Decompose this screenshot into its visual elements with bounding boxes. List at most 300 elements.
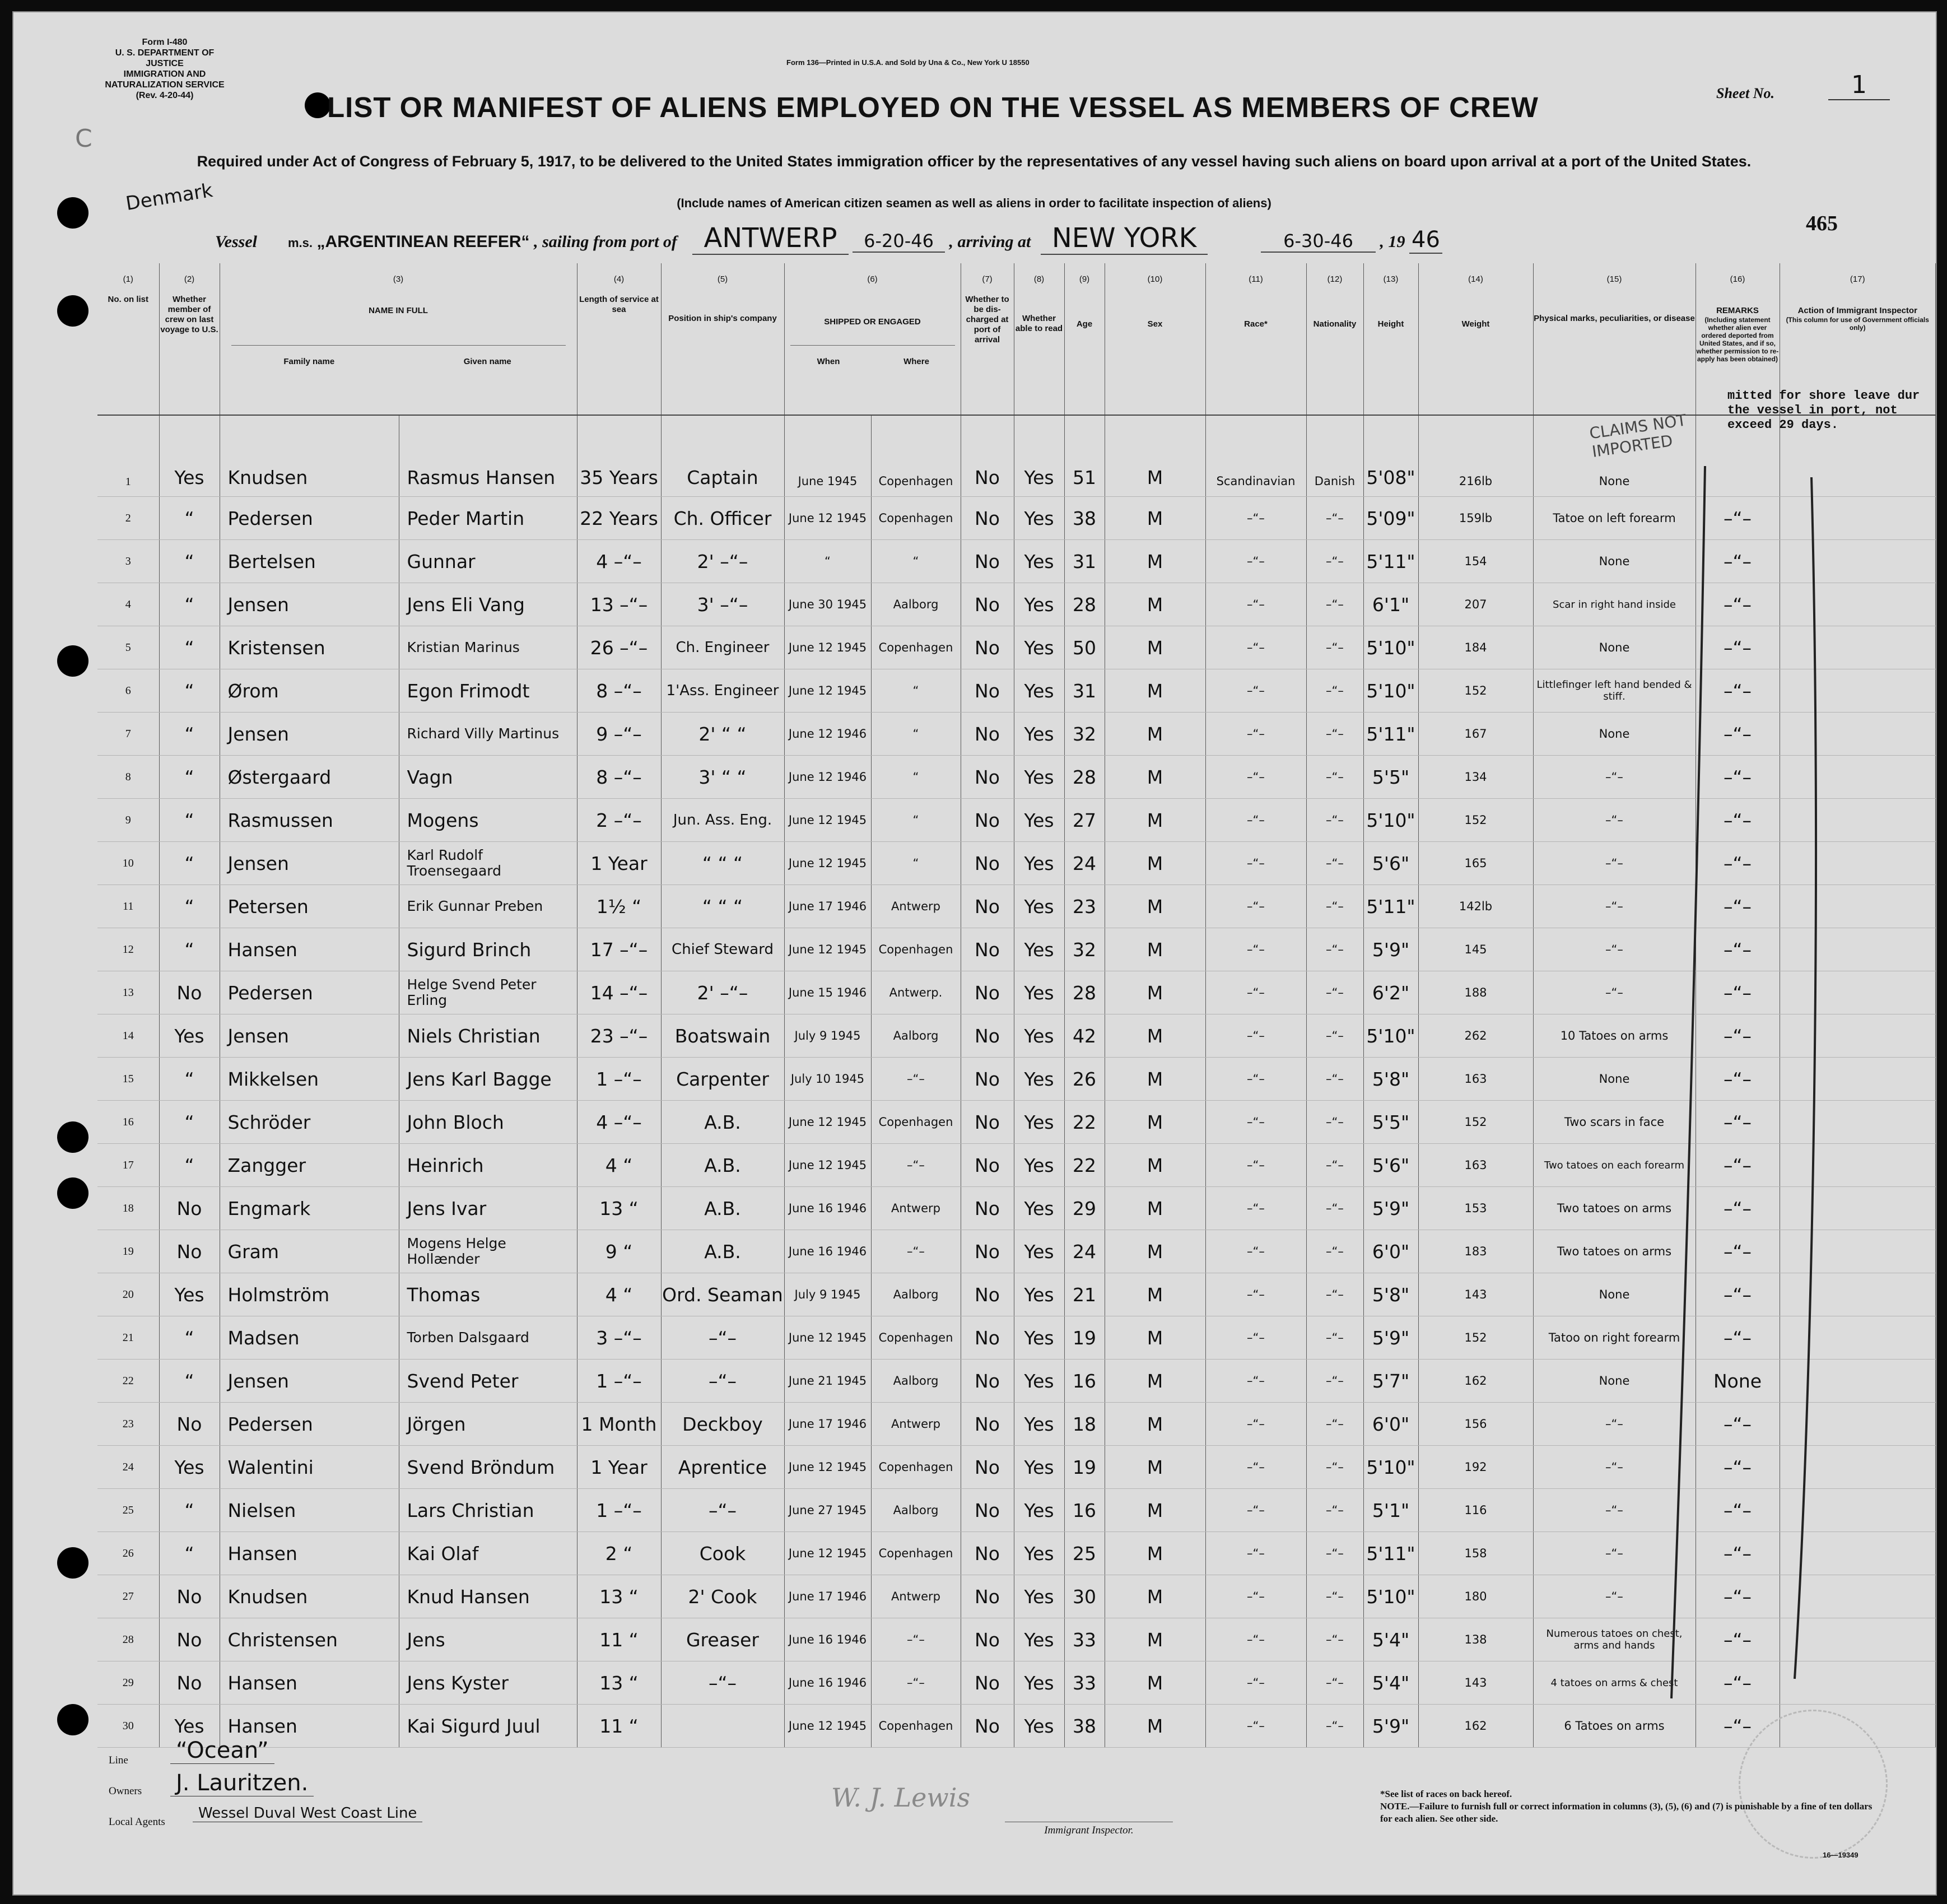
row-number: 2 xyxy=(97,497,159,540)
colnum: (4) xyxy=(577,263,661,291)
department: U. S. DEPARTMENT OF JUSTICE xyxy=(115,48,215,68)
colnum: (16) xyxy=(1696,263,1780,291)
header-read: Whether able to read xyxy=(1014,291,1064,415)
row-number: 11 xyxy=(97,885,159,928)
engaged-when: June 27 1945 xyxy=(784,1489,871,1532)
family-name: Walentini xyxy=(220,1446,399,1489)
weight: 207 xyxy=(1418,583,1533,626)
race: –“– xyxy=(1205,1230,1306,1273)
race: –“– xyxy=(1205,1316,1306,1360)
engaged-where: –“– xyxy=(871,1058,961,1101)
race: –“– xyxy=(1205,1101,1306,1144)
able-to-read: Yes xyxy=(1014,1273,1064,1316)
age: 38 xyxy=(1064,1705,1105,1748)
row-number: 25 xyxy=(97,1489,159,1532)
ship-position: Boatswain xyxy=(661,1014,784,1058)
length-of-service: 9 –“– xyxy=(577,713,661,756)
given-name: Thomas xyxy=(399,1273,577,1316)
able-to-read: Yes xyxy=(1014,1014,1064,1058)
family-name: Knudsen xyxy=(220,415,399,497)
header-action-title: Action of Immigrant Inspector xyxy=(1797,306,1917,315)
remarks: –“– xyxy=(1696,1403,1780,1446)
header-where: Where xyxy=(903,357,929,366)
age: 31 xyxy=(1064,540,1105,583)
ship-position: –“– xyxy=(661,1661,784,1705)
row-number: 28 xyxy=(97,1618,159,1661)
nationality: –“– xyxy=(1306,1661,1363,1705)
race: –“– xyxy=(1205,713,1306,756)
race: –“– xyxy=(1205,971,1306,1014)
engaged-when: June 17 1946 xyxy=(784,1403,871,1446)
header-height: Height xyxy=(1363,291,1418,415)
ship-position: Ch. Engineer xyxy=(661,626,784,669)
length-of-service: 1 Year xyxy=(577,842,661,885)
colnum: (11) xyxy=(1205,263,1306,291)
given-name: Vagn xyxy=(399,756,577,799)
height: 5'5" xyxy=(1363,756,1418,799)
engaged-where: Copenhagen xyxy=(871,626,961,669)
given-name: Erik Gunnar Preben xyxy=(399,885,577,928)
port-from: ANTWERP xyxy=(692,222,848,255)
race: –“– xyxy=(1205,799,1306,842)
weight: 162 xyxy=(1418,1360,1533,1403)
ship-position: Ch. Officer xyxy=(661,497,784,540)
weight: 216lb xyxy=(1418,415,1533,497)
member-last-voyage: “ xyxy=(159,1532,220,1575)
colnum: (12) xyxy=(1306,263,1363,291)
discharged: No xyxy=(961,1403,1014,1446)
engaged-where: “ xyxy=(871,669,961,713)
engaged-where: Aalborg xyxy=(871,1014,961,1058)
ship-position: “ “ “ xyxy=(661,842,784,885)
sex: M xyxy=(1105,885,1205,928)
length-of-service: 26 –“– xyxy=(577,626,661,669)
length-of-service: 1 Year xyxy=(577,1446,661,1489)
able-to-read: Yes xyxy=(1014,1705,1064,1748)
age: 23 xyxy=(1064,885,1105,928)
age: 22 xyxy=(1064,1144,1105,1187)
engaged-where: Antwerp. xyxy=(871,971,961,1014)
weight: 158 xyxy=(1418,1532,1533,1575)
margin-mark: C xyxy=(75,124,92,153)
weight: 142lb xyxy=(1418,885,1533,928)
row-number: 24 xyxy=(97,1446,159,1489)
engaged-where: Aalborg xyxy=(871,1360,961,1403)
given-name: Egon Frimodt xyxy=(399,669,577,713)
physical-marks: None xyxy=(1533,713,1696,756)
physical-marks: –“– xyxy=(1533,842,1696,885)
engaged-where: Antwerp xyxy=(871,1187,961,1230)
discharged: No xyxy=(961,756,1014,799)
engaged-when: June 12 1945 xyxy=(784,1446,871,1489)
colnum: (6) xyxy=(784,263,961,291)
able-to-read: Yes xyxy=(1014,1187,1064,1230)
nationality: –“– xyxy=(1306,1618,1363,1661)
age: 28 xyxy=(1064,971,1105,1014)
height: 5'11" xyxy=(1363,1532,1418,1575)
engaged-when: June 15 1946 xyxy=(784,971,871,1014)
member-last-voyage: “ xyxy=(159,1101,220,1144)
colnum: (10) xyxy=(1105,263,1205,291)
height: 5'10" xyxy=(1363,799,1418,842)
row-number: 23 xyxy=(97,1403,159,1446)
given-name: Svend Bröndum xyxy=(399,1446,577,1489)
able-to-read: Yes xyxy=(1014,1316,1064,1360)
weight: 145 xyxy=(1418,928,1533,971)
colnum: (1) xyxy=(97,263,159,291)
engaged-where: Aalborg xyxy=(871,583,961,626)
row-number: 14 xyxy=(97,1014,159,1058)
ship-position: 2' “ “ xyxy=(661,713,784,756)
able-to-read: Yes xyxy=(1014,713,1064,756)
ship-position: A.B. xyxy=(661,1101,784,1144)
member-last-voyage: No xyxy=(159,1187,220,1230)
physical-marks: Two tatoes on arms xyxy=(1533,1230,1696,1273)
engaged-where: “ xyxy=(871,540,961,583)
age: 22 xyxy=(1064,1101,1105,1144)
nationality: –“– xyxy=(1306,1058,1363,1101)
given-name: Mogens Helge Hollænder xyxy=(399,1230,577,1273)
inspector-label: Immigrant Inspector. xyxy=(1005,1822,1173,1837)
sex: M xyxy=(1105,928,1205,971)
age: 28 xyxy=(1064,756,1105,799)
physical-marks: None xyxy=(1533,415,1696,497)
engaged-when: June 12 1946 xyxy=(784,756,871,799)
engaged-when: June 17 1946 xyxy=(784,1575,871,1618)
colnum: (13) xyxy=(1363,263,1418,291)
remarks: –“– xyxy=(1696,1101,1780,1144)
sex: M xyxy=(1105,1661,1205,1705)
age: 33 xyxy=(1064,1661,1105,1705)
age: 32 xyxy=(1064,928,1105,971)
nationality: –“– xyxy=(1306,1446,1363,1489)
length-of-service: 22 Years xyxy=(577,497,661,540)
weight: 163 xyxy=(1418,1058,1533,1101)
discharged: No xyxy=(961,885,1014,928)
discharged: No xyxy=(961,1575,1014,1618)
family-name: Ørom xyxy=(220,669,399,713)
age: 18 xyxy=(1064,1403,1105,1446)
header-sex: Sex xyxy=(1105,291,1205,415)
engaged-where: –“– xyxy=(871,1144,961,1187)
race: –“– xyxy=(1205,1014,1306,1058)
member-last-voyage: No xyxy=(159,1618,220,1661)
ship-position: Captain xyxy=(661,415,784,497)
nationality: –“– xyxy=(1306,1101,1363,1144)
length-of-service: 11 “ xyxy=(577,1705,661,1748)
age: 29 xyxy=(1064,1187,1105,1230)
colnum: (5) xyxy=(661,263,784,291)
ship-position: Jun. Ass. Eng. xyxy=(661,799,784,842)
member-last-voyage: No xyxy=(159,1575,220,1618)
race: –“– xyxy=(1205,497,1306,540)
nationality: –“– xyxy=(1306,497,1363,540)
physical-marks: –“– xyxy=(1533,1575,1696,1618)
height: 5'11" xyxy=(1363,713,1418,756)
ship-position: A.B. xyxy=(661,1187,784,1230)
row-number: 9 xyxy=(97,799,159,842)
age: 33 xyxy=(1064,1618,1105,1661)
sex: M xyxy=(1105,713,1205,756)
row-number: 16 xyxy=(97,1101,159,1144)
race: –“– xyxy=(1205,1273,1306,1316)
nationality: –“– xyxy=(1306,1575,1363,1618)
revision: (Rev. 4-20-44) xyxy=(136,91,194,100)
nationality: –“– xyxy=(1306,1532,1363,1575)
physical-marks: –“– xyxy=(1533,1403,1696,1446)
engaged-when: June 17 1946 xyxy=(784,885,871,928)
colnum: (3) xyxy=(220,263,577,291)
length-of-service: 1 –“– xyxy=(577,1489,661,1532)
remarks: –“– xyxy=(1696,799,1780,842)
engaged-when: June 12 1945 xyxy=(784,1532,871,1575)
race: –“– xyxy=(1205,756,1306,799)
header-member: Whether member of crew on last voyage to U.S. xyxy=(159,291,220,415)
engaged-when: July 9 1945 xyxy=(784,1273,871,1316)
discharged: No xyxy=(961,1144,1014,1187)
physical-marks: Two tatoes on each forearm xyxy=(1533,1144,1696,1187)
member-last-voyage: No xyxy=(159,1661,220,1705)
header-weight: Weight xyxy=(1418,291,1533,415)
weight: 167 xyxy=(1418,713,1533,756)
family-name: Gram xyxy=(220,1230,399,1273)
height: 5'10" xyxy=(1363,1575,1418,1618)
engaged-when: June 12 1945 xyxy=(784,1316,871,1360)
row-number: 20 xyxy=(97,1273,159,1316)
remarks: –“– xyxy=(1696,669,1780,713)
remarks-printed-stamp: mitted for shore leave dur the vessel in port, not exceed 29 days. xyxy=(1727,389,1920,432)
sex: M xyxy=(1105,669,1205,713)
family-name: Jensen xyxy=(220,713,399,756)
nationality: –“– xyxy=(1306,1144,1363,1187)
height: 5'10" xyxy=(1363,1446,1418,1489)
engaged-when: July 10 1945 xyxy=(784,1058,871,1101)
engaged-where: –“– xyxy=(871,1661,961,1705)
given-name: Mogens xyxy=(399,799,577,842)
remarks: –“– xyxy=(1696,1661,1780,1705)
given-name: Lars Christian xyxy=(399,1489,577,1532)
given-name: John Bloch xyxy=(399,1101,577,1144)
race: –“– xyxy=(1205,1446,1306,1489)
row-number: 29 xyxy=(97,1661,159,1705)
sex: M xyxy=(1105,1532,1205,1575)
sex: M xyxy=(1105,497,1205,540)
length-of-service: 3 –“– xyxy=(577,1316,661,1360)
sex: M xyxy=(1105,842,1205,885)
family-name: Hansen xyxy=(220,928,399,971)
family-name: Hansen xyxy=(220,1661,399,1705)
race: –“– xyxy=(1205,626,1306,669)
weight: 116 xyxy=(1418,1489,1533,1532)
engaged-where: Copenhagen xyxy=(871,497,961,540)
engaged-when: June 12 1945 xyxy=(784,497,871,540)
colnum: (2) xyxy=(159,263,220,291)
engaged-where: –“– xyxy=(871,1230,961,1273)
action-bracket-line xyxy=(1795,477,1816,1679)
nationality: –“– xyxy=(1306,1014,1363,1058)
year: 46 xyxy=(1409,227,1442,254)
row-number: 4 xyxy=(97,583,159,626)
manifest-page xyxy=(12,11,1937,1896)
given-name: Karl Rudolf Troensegaard xyxy=(399,842,577,885)
given-name: Heinrich xyxy=(399,1144,577,1187)
nationality: –“– xyxy=(1306,928,1363,971)
engaged-when: June 16 1946 xyxy=(784,1618,871,1661)
sex: M xyxy=(1105,1316,1205,1360)
remarks: –“– xyxy=(1696,1058,1780,1101)
given-name: Jens Kyster xyxy=(399,1661,577,1705)
ship-position: Ord. Seaman xyxy=(661,1273,784,1316)
family-name: Pedersen xyxy=(220,971,399,1014)
family-name: Pedersen xyxy=(220,1403,399,1446)
weight: 188 xyxy=(1418,971,1533,1014)
family-name: Jensen xyxy=(220,842,399,885)
member-last-voyage: “ xyxy=(159,1058,220,1101)
able-to-read: Yes xyxy=(1014,1058,1064,1101)
header-shipped-label: SHIPPED OR ENGAGED xyxy=(790,295,955,346)
height: 5'9" xyxy=(1363,1316,1418,1360)
age: 19 xyxy=(1064,1316,1105,1360)
able-to-read: Yes xyxy=(1014,1618,1064,1661)
discharged: No xyxy=(961,713,1014,756)
physical-marks: 4 tatoes on arms & chest xyxy=(1533,1661,1696,1705)
given-name: Gunnar xyxy=(399,540,577,583)
member-last-voyage: “ xyxy=(159,540,220,583)
ship-position: Carpenter xyxy=(661,1058,784,1101)
height: 5'8" xyxy=(1363,1058,1418,1101)
nationality: –“– xyxy=(1306,799,1363,842)
race: Scandinavian xyxy=(1205,415,1306,497)
remarks: –“– xyxy=(1696,1014,1780,1058)
member-last-voyage: “ xyxy=(159,1360,220,1403)
vessel-prefix: m.s. xyxy=(288,236,313,250)
remarks: –“– xyxy=(1696,756,1780,799)
engaged-when: July 9 1945 xyxy=(784,1014,871,1058)
engaged-when: June 16 1946 xyxy=(784,1230,871,1273)
height: 5'6" xyxy=(1363,842,1418,885)
discharged: No xyxy=(961,842,1014,885)
row-number: 27 xyxy=(97,1575,159,1618)
sex: M xyxy=(1105,1101,1205,1144)
date-from: 6-20-46 xyxy=(853,230,945,253)
remarks: –“– xyxy=(1696,1489,1780,1532)
race: –“– xyxy=(1205,540,1306,583)
given-name: Niels Christian xyxy=(399,1014,577,1058)
family-name: Hansen xyxy=(220,1705,399,1748)
family-name: Jensen xyxy=(220,1014,399,1058)
sex: M xyxy=(1105,1187,1205,1230)
nationality: –“– xyxy=(1306,971,1363,1014)
given-name: Jörgen xyxy=(399,1403,577,1446)
given-name: Rasmus Hansen xyxy=(399,415,577,497)
nationality: –“– xyxy=(1306,713,1363,756)
header-no: No. on list xyxy=(97,291,159,415)
subtitle: Required under Act of Congress of February 5, 1917, to be delivered to the United States immigration officer by the representatives of any vessel having such aliens on board upon arrival at a port of the United States. xyxy=(197,153,1752,170)
length-of-service: 17 –“– xyxy=(577,928,661,971)
length-of-service: 4 “ xyxy=(577,1273,661,1316)
remarks: –“– xyxy=(1696,971,1780,1014)
discharged: No xyxy=(961,583,1014,626)
length-of-service: 4 –“– xyxy=(577,540,661,583)
member-last-voyage: Yes xyxy=(159,1014,220,1058)
remarks: –“– xyxy=(1696,1446,1780,1489)
row-number: 6 xyxy=(97,669,159,713)
race: –“– xyxy=(1205,1360,1306,1403)
footer-notes xyxy=(1380,1788,1884,1825)
given-name: Jens Karl Bagge xyxy=(399,1058,577,1101)
length-of-service: 9 “ xyxy=(577,1230,661,1273)
arriving-label: , arriving at xyxy=(949,232,1031,251)
weight: 153 xyxy=(1418,1187,1533,1230)
given-name: Kai Sigurd Juul xyxy=(399,1705,577,1748)
column-brackets xyxy=(13,12,1936,1894)
sex: M xyxy=(1105,1144,1205,1187)
sailing-label: , sailing from port of xyxy=(534,232,677,251)
header-marks: Physical marks, peculiarities, or disease xyxy=(1533,291,1696,415)
header-given: Given name xyxy=(463,357,511,366)
age: 51 xyxy=(1064,415,1105,497)
row-number: 17 xyxy=(97,1144,159,1187)
engaged-when: June 12 1945 xyxy=(784,1705,871,1748)
engaged-where: Copenhagen xyxy=(871,1705,961,1748)
length-of-service: 13 –“– xyxy=(577,583,661,626)
length-of-service: 1 –“– xyxy=(577,1058,661,1101)
height: 5'8" xyxy=(1363,1273,1418,1316)
ship-position: A.B. xyxy=(661,1230,784,1273)
sex: M xyxy=(1105,971,1205,1014)
age: 38 xyxy=(1064,497,1105,540)
race: –“– xyxy=(1205,1187,1306,1230)
ship-position: Aprentice xyxy=(661,1446,784,1489)
engaged-where: Antwerp xyxy=(871,885,961,928)
able-to-read: Yes xyxy=(1014,1661,1064,1705)
able-to-read: Yes xyxy=(1014,842,1064,885)
height: 5'9" xyxy=(1363,1705,1418,1748)
remarks-handwritten-stamp: CLAIMS NOT IMPORTED xyxy=(1588,411,1688,461)
sex: M xyxy=(1105,799,1205,842)
penalty-note: NOTE.—Failure to furnish full or correct information in columns (3), (5), (6) and (7) is punishable by a fine of ten dollars for each alien. See other side. xyxy=(1380,1801,1873,1824)
sex: M xyxy=(1105,540,1205,583)
engaged-when: June 16 1946 xyxy=(784,1187,871,1230)
ship-position: 3' “ “ xyxy=(661,756,784,799)
given-name: Jens xyxy=(399,1618,577,1661)
able-to-read: Yes xyxy=(1014,1144,1064,1187)
family-name: Christensen xyxy=(220,1618,399,1661)
physical-marks: –“– xyxy=(1533,756,1696,799)
weight: 163 xyxy=(1418,1144,1533,1187)
able-to-read: Yes xyxy=(1014,928,1064,971)
physical-marks: –“– xyxy=(1533,885,1696,928)
sex: M xyxy=(1105,1360,1205,1403)
remarks-bracket-line xyxy=(1671,466,1705,1698)
weight: 152 xyxy=(1418,1316,1533,1360)
engaged-where: “ xyxy=(871,842,961,885)
height: 5'6" xyxy=(1363,1144,1418,1187)
family-name: Zangger xyxy=(220,1144,399,1187)
length-of-service: 13 “ xyxy=(577,1187,661,1230)
member-last-voyage: “ xyxy=(159,1316,220,1360)
nationality: –“– xyxy=(1306,583,1363,626)
given-name: Torben Dalsgaard xyxy=(399,1316,577,1360)
length-of-service: 4 “ xyxy=(577,1144,661,1187)
weight: 183 xyxy=(1418,1230,1533,1273)
age: 25 xyxy=(1064,1532,1105,1575)
member-last-voyage: “ xyxy=(159,885,220,928)
physical-marks: 10 Tatoes on arms xyxy=(1533,1014,1696,1058)
height: 5'10" xyxy=(1363,626,1418,669)
form-number: Form I-480 xyxy=(142,38,188,47)
physical-marks: Tatoe on left forearm xyxy=(1533,497,1696,540)
